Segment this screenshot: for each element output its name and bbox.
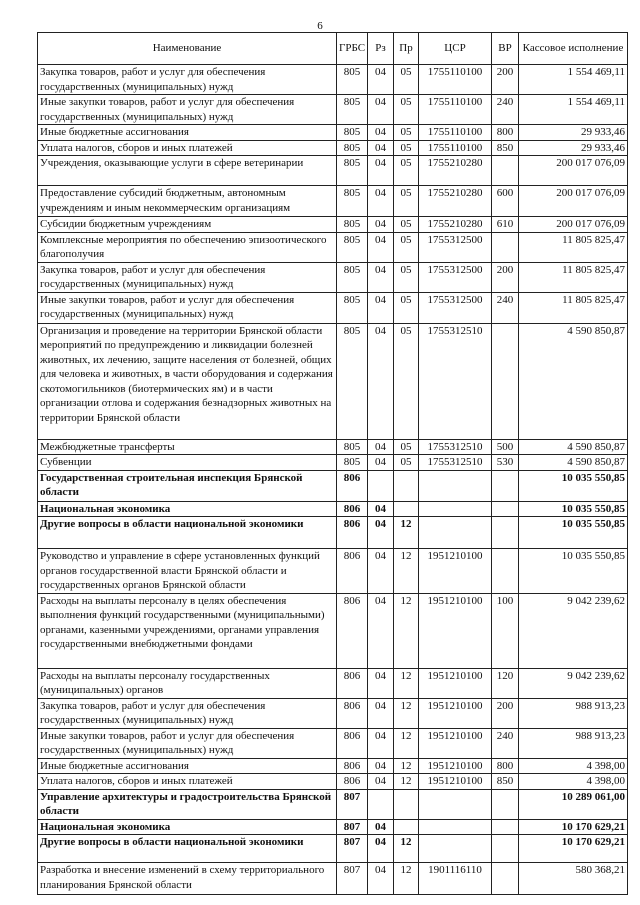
row-csr: 1755210280 <box>419 186 492 217</box>
row-name: Закупка товаров, работ и услуг для обеспечения государственных (муниципальных) нужд <box>38 65 337 95</box>
row-cash-execution: 4 398,00 <box>519 774 628 790</box>
row-cash-execution: 4 398,00 <box>519 758 628 774</box>
row-grbs: 806 <box>337 593 368 668</box>
row-grbs: 806 <box>337 517 368 549</box>
row-csr <box>419 517 492 549</box>
table-row <box>38 186 628 217</box>
row-csr: 1755110100 <box>419 95 492 125</box>
row-rz: 04 <box>368 156 394 186</box>
row-cash-execution: 10 035 550,85 <box>519 501 628 517</box>
row-vr: 850 <box>492 140 519 156</box>
row-pr <box>394 470 419 501</box>
row-cash-execution: 11 805 825,47 <box>519 292 628 323</box>
row-vr <box>492 789 519 819</box>
row-grbs: 805 <box>337 217 368 233</box>
row-rz: 04 <box>368 835 394 863</box>
row-csr: 1755312500 <box>419 232 492 262</box>
row-vr: 500 <box>492 439 519 455</box>
row-pr: 05 <box>394 140 419 156</box>
row-name: Комплексные мероприятия по обеспечению эпизоотического благополучия <box>38 232 337 262</box>
row-name: Управление архитектуры и градостроительства Брянской области <box>38 789 337 819</box>
row-vr <box>492 549 519 594</box>
row-pr: 12 <box>394 835 419 863</box>
row-name: Иные бюджетные ассигнования <box>38 125 337 141</box>
row-rz: 04 <box>368 95 394 125</box>
table-row <box>38 789 628 819</box>
row-csr: 1901116110 <box>419 863 492 895</box>
row-pr: 05 <box>394 292 419 323</box>
row-vr: 600 <box>492 186 519 217</box>
row-pr <box>394 819 419 835</box>
row-rz: 04 <box>368 323 394 439</box>
row-vr <box>492 517 519 549</box>
row-pr: 12 <box>394 549 419 594</box>
row-grbs: 805 <box>337 232 368 262</box>
row-rz: 04 <box>368 292 394 323</box>
table-row <box>38 470 628 501</box>
row-csr: 1755312510 <box>419 323 492 439</box>
row-name: Уплата налогов, сборов и иных платежей <box>38 774 337 790</box>
row-grbs: 805 <box>337 186 368 217</box>
row-cash-execution: 988 913,23 <box>519 698 628 728</box>
row-rz: 04 <box>368 232 394 262</box>
row-rz: 04 <box>368 863 394 895</box>
row-cash-execution: 200 017 076,09 <box>519 217 628 233</box>
row-rz: 04 <box>368 501 394 517</box>
row-pr: 12 <box>394 758 419 774</box>
row-cash-execution: 10 035 550,85 <box>519 470 628 501</box>
header-csr: ЦСР <box>419 33 492 65</box>
row-grbs: 806 <box>337 698 368 728</box>
row-pr: 05 <box>394 217 419 233</box>
row-grbs: 805 <box>337 125 368 141</box>
row-rz: 04 <box>368 186 394 217</box>
row-cash-execution: 29 933,46 <box>519 125 628 141</box>
table-row <box>38 517 628 549</box>
row-csr: 1755312510 <box>419 455 492 471</box>
row-grbs: 806 <box>337 501 368 517</box>
row-pr: 05 <box>394 156 419 186</box>
table-row <box>38 774 628 790</box>
row-vr <box>492 156 519 186</box>
row-name: Межбюджетные трансферты <box>38 439 337 455</box>
row-pr: 12 <box>394 668 419 698</box>
row-cash-execution: 580 368,21 <box>519 863 628 895</box>
row-cash-execution: 10 035 550,85 <box>519 517 628 549</box>
row-name: Организация и проведение на территории Брянской области мероприятий по предупреждению и ликвидации болезней животных, их лечению, защите населения от болезней, общих для человека и животных, в части оборудования и содержания скотомогильников (биотермических ям) и в части организации отлова и содержания безнадзорных животных на территории Брянской области <box>38 323 337 439</box>
row-rz: 04 <box>368 140 394 156</box>
table-row <box>38 323 628 439</box>
table-row <box>38 863 628 895</box>
row-name: Субсидии бюджетным учреждениям <box>38 217 337 233</box>
table-row <box>38 95 628 125</box>
row-vr: 240 <box>492 728 519 758</box>
row-csr <box>419 819 492 835</box>
row-csr: 1951210100 <box>419 728 492 758</box>
row-csr <box>419 470 492 501</box>
row-name: Закупка товаров, работ и услуг для обеспечения государственных (муниципальных) нужд <box>38 698 337 728</box>
row-vr <box>492 501 519 517</box>
row-name: Государственная строительная инспекция Брянской области <box>38 470 337 501</box>
row-pr: 12 <box>394 774 419 790</box>
row-csr: 1951210100 <box>419 774 492 790</box>
row-name: Иные закупки товаров, работ и услуг для обеспечения государственных (муниципальных) нужд <box>38 292 337 323</box>
table-row <box>38 758 628 774</box>
row-cash-execution: 10 289 061,00 <box>519 789 628 819</box>
row-vr: 610 <box>492 217 519 233</box>
row-grbs: 807 <box>337 789 368 819</box>
row-rz <box>368 470 394 501</box>
row-cash-execution: 9 042 239,62 <box>519 668 628 698</box>
row-rz: 04 <box>368 668 394 698</box>
table-row <box>38 668 628 698</box>
table-row <box>38 125 628 141</box>
row-grbs: 805 <box>337 323 368 439</box>
row-rz: 04 <box>368 758 394 774</box>
row-vr <box>492 863 519 895</box>
row-pr: 05 <box>394 455 419 471</box>
row-rz: 04 <box>368 819 394 835</box>
row-rz: 04 <box>368 698 394 728</box>
row-rz: 04 <box>368 217 394 233</box>
row-grbs: 806 <box>337 758 368 774</box>
row-cash-execution: 10 035 550,85 <box>519 549 628 594</box>
row-vr: 800 <box>492 125 519 141</box>
row-grbs: 806 <box>337 774 368 790</box>
row-rz <box>368 789 394 819</box>
row-rz: 04 <box>368 65 394 95</box>
row-pr: 12 <box>394 728 419 758</box>
row-grbs: 805 <box>337 156 368 186</box>
row-pr: 12 <box>394 863 419 895</box>
row-pr: 05 <box>394 186 419 217</box>
row-name: Руководство и управление в сфере установленных функций органов государственной власти Брянской области и государственных органов Брянской области <box>38 549 337 594</box>
row-vr: 240 <box>492 292 519 323</box>
row-grbs: 807 <box>337 835 368 863</box>
row-vr: 100 <box>492 593 519 668</box>
row-grbs: 806 <box>337 668 368 698</box>
row-name: Другие вопросы в области национальной экономики <box>38 835 337 863</box>
table-header-row <box>38 33 628 65</box>
row-cash-execution: 1 554 469,11 <box>519 65 628 95</box>
row-pr: 12 <box>394 593 419 668</box>
row-csr: 1755210280 <box>419 156 492 186</box>
row-name: Расходы на выплаты персоналу государственных (муниципальных) органов <box>38 668 337 698</box>
table-row <box>38 819 628 835</box>
header-grbs: ГРБС <box>337 33 368 65</box>
table-row <box>38 455 628 471</box>
row-csr: 1951210100 <box>419 758 492 774</box>
row-rz: 04 <box>368 262 394 292</box>
row-name: Национальная экономика <box>38 819 337 835</box>
table-row <box>38 217 628 233</box>
row-grbs: 807 <box>337 863 368 895</box>
row-csr: 1755312510 <box>419 439 492 455</box>
header-vr: ВР <box>492 33 519 65</box>
row-name: Расходы на выплаты персоналу в целях обеспечения выполнения функций государственными (муниципальными) органами, казенными учреждениями, органами управления государственными внебюджетными фондами <box>38 593 337 668</box>
row-csr: 1951210100 <box>419 593 492 668</box>
row-grbs: 805 <box>337 140 368 156</box>
row-csr: 1755110100 <box>419 140 492 156</box>
table-row <box>38 140 628 156</box>
row-cash-execution: 29 933,46 <box>519 140 628 156</box>
row-csr: 1951210100 <box>419 668 492 698</box>
row-vr <box>492 470 519 501</box>
row-pr: 05 <box>394 323 419 439</box>
row-vr <box>492 819 519 835</box>
row-vr: 200 <box>492 262 519 292</box>
header-rz: Рз <box>368 33 394 65</box>
row-rz: 04 <box>368 593 394 668</box>
row-pr: 05 <box>394 439 419 455</box>
table-row <box>38 262 628 292</box>
row-rz: 04 <box>368 439 394 455</box>
table-row <box>38 156 628 186</box>
row-name: Национальная экономика <box>38 501 337 517</box>
row-grbs: 806 <box>337 549 368 594</box>
table-row <box>38 835 628 863</box>
row-csr: 1951210100 <box>419 698 492 728</box>
row-vr <box>492 323 519 439</box>
row-grbs: 805 <box>337 455 368 471</box>
table-row <box>38 698 628 728</box>
row-name: Иные закупки товаров, работ и услуг для обеспечения государственных (муниципальных) нужд <box>38 728 337 758</box>
table-row <box>38 728 628 758</box>
row-pr: 05 <box>394 125 419 141</box>
row-pr: 05 <box>394 232 419 262</box>
row-grbs: 806 <box>337 728 368 758</box>
row-vr: 200 <box>492 698 519 728</box>
row-csr: 1755110100 <box>419 125 492 141</box>
row-pr: 12 <box>394 517 419 549</box>
header-name: Наименование <box>38 33 337 65</box>
row-cash-execution: 4 590 850,87 <box>519 455 628 471</box>
row-cash-execution: 10 170 629,21 <box>519 819 628 835</box>
table-row <box>38 501 628 517</box>
row-cash-execution: 9 042 239,62 <box>519 593 628 668</box>
row-vr: 120 <box>492 668 519 698</box>
budget-table <box>37 32 628 895</box>
row-pr <box>394 789 419 819</box>
row-cash-execution: 988 913,23 <box>519 728 628 758</box>
row-csr: 1755312500 <box>419 262 492 292</box>
row-csr: 1755110100 <box>419 65 492 95</box>
table-row <box>38 593 628 668</box>
row-cash-execution: 4 590 850,87 <box>519 439 628 455</box>
table-row <box>38 439 628 455</box>
row-cash-execution: 11 805 825,47 <box>519 262 628 292</box>
row-name: Уплата налогов, сборов и иных платежей <box>38 140 337 156</box>
row-cash-execution: 10 170 629,21 <box>519 835 628 863</box>
row-csr <box>419 789 492 819</box>
row-cash-execution: 11 805 825,47 <box>519 232 628 262</box>
row-rz: 04 <box>368 517 394 549</box>
row-name: Иные бюджетные ассигнования <box>38 758 337 774</box>
row-pr: 05 <box>394 65 419 95</box>
row-vr: 800 <box>492 758 519 774</box>
row-vr <box>492 835 519 863</box>
row-grbs: 807 <box>337 819 368 835</box>
row-csr <box>419 501 492 517</box>
row-vr: 530 <box>492 455 519 471</box>
row-pr: 12 <box>394 698 419 728</box>
row-name: Закупка товаров, работ и услуг для обеспечения государственных (муниципальных) нужд <box>38 262 337 292</box>
table-row <box>38 65 628 95</box>
row-name: Иные закупки товаров, работ и услуг для обеспечения государственных (муниципальных) нужд <box>38 95 337 125</box>
row-vr <box>492 232 519 262</box>
row-name: Предоставление субсидий бюджетным, автономным учреждениям и иным некоммерческим организациям <box>38 186 337 217</box>
row-name: Учреждения, оказывающие услуги в сфере ветеринарии <box>38 156 337 186</box>
row-name: Разработка и внесение изменений в схему территориального планирования Брянской области <box>38 863 337 895</box>
row-grbs: 805 <box>337 262 368 292</box>
row-cash-execution: 200 017 076,09 <box>519 156 628 186</box>
row-cash-execution: 200 017 076,09 <box>519 186 628 217</box>
row-csr: 1755210280 <box>419 217 492 233</box>
header-cash-execution: Кассовое исполнение <box>519 33 628 65</box>
row-rz: 04 <box>368 455 394 471</box>
row-name: Другие вопросы в области национальной экономики <box>38 517 337 549</box>
row-pr: 05 <box>394 95 419 125</box>
row-vr: 850 <box>492 774 519 790</box>
header-pr: Пр <box>394 33 419 65</box>
row-rz: 04 <box>368 549 394 594</box>
table-row <box>38 292 628 323</box>
row-rz: 04 <box>368 125 394 141</box>
row-vr: 240 <box>492 95 519 125</box>
table-row <box>38 549 628 594</box>
row-csr: 1755312500 <box>419 292 492 323</box>
page-number: 6 <box>317 20 323 32</box>
row-grbs: 805 <box>337 95 368 125</box>
row-rz: 04 <box>368 728 394 758</box>
row-grbs: 806 <box>337 470 368 501</box>
row-grbs: 805 <box>337 65 368 95</box>
row-grbs: 805 <box>337 439 368 455</box>
row-grbs: 805 <box>337 292 368 323</box>
row-pr <box>394 501 419 517</box>
row-name: Субвенции <box>38 455 337 471</box>
row-vr: 200 <box>492 65 519 95</box>
table-row <box>38 232 628 262</box>
row-rz: 04 <box>368 774 394 790</box>
row-cash-execution: 4 590 850,87 <box>519 323 628 439</box>
row-pr: 05 <box>394 262 419 292</box>
row-csr: 1951210100 <box>419 549 492 594</box>
row-csr <box>419 835 492 863</box>
row-cash-execution: 1 554 469,11 <box>519 95 628 125</box>
